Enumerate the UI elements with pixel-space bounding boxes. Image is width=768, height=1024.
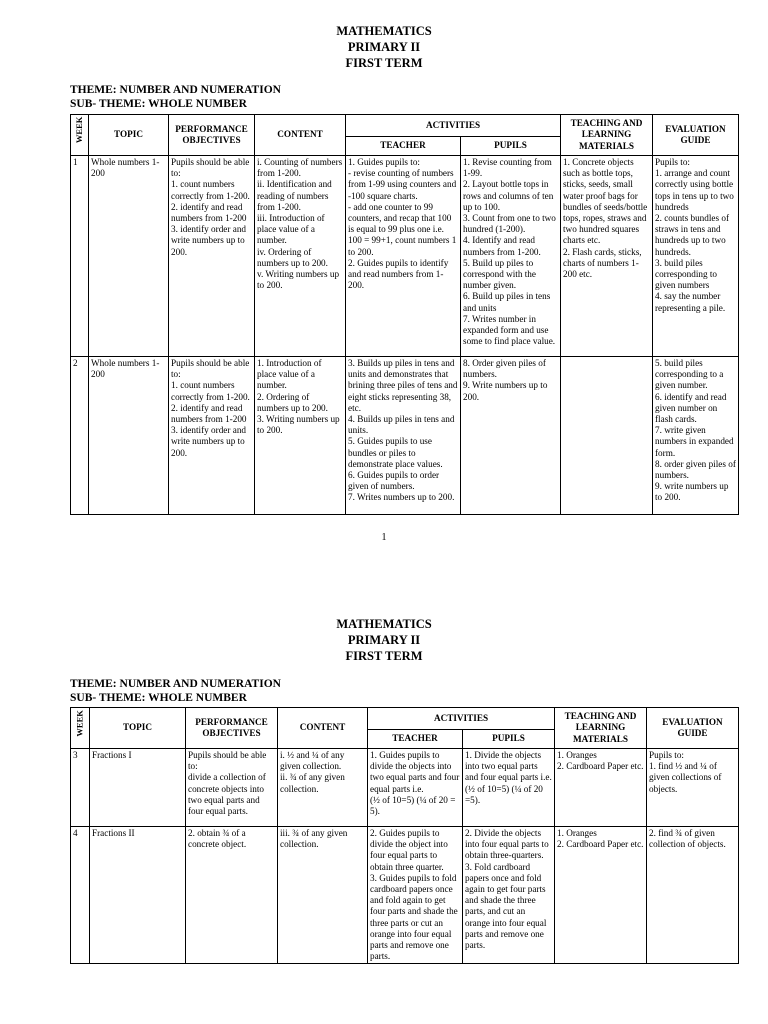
header-week: WEEK <box>71 708 90 749</box>
header-objectives: PERFORMANCE OBJECTIVES <box>169 115 255 156</box>
week-cell: 3 <box>71 749 90 827</box>
teacher-cell: 3. Builds up piles in tens and units and demonstrates that brining three piles of tens and eight sticks representing 38, etc. 4. Builds up piles in tens and units. 5. Guides pupils to use bundles or piles to demonstrate place values. 6. Guides pupils to order given of numbers. 7. Writes numbers up to 200. <box>346 357 461 515</box>
week-cell: 1 <box>71 156 89 357</box>
objectives-cell: Pupils should be able to: divide a collection of concrete objects into two equal parts and four equal parts. <box>186 749 278 827</box>
page-title <box>0 616 768 664</box>
header-activities: ACTIVITIES <box>346 115 561 137</box>
content-cell: i. ½ and ¼ of any given collection. ii. ¾ of any given collection. <box>278 749 368 827</box>
pupils-cell: 1. Divide the objects into two equal parts and four equal parts i.e. (½ of 10=5) (¼ of 20 =5). <box>463 749 555 827</box>
theme-heading: THEME: NUMBER AND NUMERATION <box>70 678 281 690</box>
title-line: PRIMARY II <box>347 633 421 647</box>
content-cell: iii. ¾ of any given collection. <box>278 827 368 964</box>
header-teacher: TEACHER <box>346 137 461 156</box>
title-line: MATHEMATICS <box>336 617 432 631</box>
table-row <box>71 357 739 515</box>
week-cell: 4 <box>71 827 90 964</box>
header-pupils: PUPILS <box>461 137 561 156</box>
teacher-cell: 1. Guides pupils to divide the objects into two equal parts and four equal parts i.e. (½ of 10=5) (¼ of 20 = 5). <box>368 749 463 827</box>
materials-cell: 1. Oranges 2. Cardboard Paper etc. <box>555 827 647 964</box>
scheme-table <box>70 114 739 515</box>
materials-cell <box>561 357 653 515</box>
topic-cell: Whole numbers 1-200 <box>89 156 169 357</box>
header-teacher: TEACHER <box>368 730 463 749</box>
title-line: MATHEMATICS <box>336 24 432 38</box>
header-activities: ACTIVITIES <box>368 708 555 730</box>
header-materials: TEACHING AND LEARNING MATERIALS <box>555 708 647 749</box>
materials-cell: 1. Oranges 2. Cardboard Paper etc. <box>555 749 647 827</box>
objectives-cell: 2. obtain ¾ of a concrete object. <box>186 827 278 964</box>
table-row <box>71 156 739 357</box>
header-evaluation: EVALUATION GUIDE <box>647 708 739 749</box>
teacher-cell: 1. Guides pupils to: - revise counting of numbers from 1-99 using counters and -100 square charts. - add one counter to 99 counters, and recap that 100 is equal to 99 plus one i.e. 100 = 99+1, count numbers 1 to 200. 2. Guides pupils to identify and read numbers from 1-200. <box>346 156 461 357</box>
header-topic: TOPIC <box>90 708 186 749</box>
topic-cell: Fractions II <box>90 827 186 964</box>
evaluation-cell: Pupils to: 1. find ½ and ¼ of given collections of objects. <box>647 749 739 827</box>
header-materials: TEACHING AND LEARNING MATERIALS <box>561 115 653 156</box>
title-line: FIRST TERM <box>345 649 423 663</box>
week-cell: 2 <box>71 357 89 515</box>
topic-cell: Fractions I <box>90 749 186 827</box>
evaluation-cell: Pupils to: 1. arrange and count correctly using bottle tops in tens up to two hundreds 2. counts bundles of straws in tens and hundreds up to two hundreds. 3. build piles corresponding to given numbers 4. say the number representing a pile. <box>653 156 739 357</box>
header-evaluation: EVALUATION GUIDE <box>653 115 739 156</box>
header-topic: TOPIC <box>89 115 169 156</box>
content-cell: i. Counting of numbers from 1-200. ii. Identification and reading of numbers from 1-200. iii. Introduction of place value of a number. iv. Ordering of numbers up to 200. v. Writing numbers up to 200. <box>255 156 346 357</box>
evaluation-cell: 5. build piles corresponding to a given number. 6. identify and read given number on flash cards. 7. write given numbers in expanded form. 8. order given piles of numbers. 9. write numbers up to 200. <box>653 357 739 515</box>
header-week: WEEK <box>71 115 89 156</box>
teacher-cell: 2. Guides pupils to divide the object into four equal parts to obtain three quarter. 3. Guides pupils to fold cardboard papers once and fold again to get four parts and shade the three parts or cut an orange into four equal parts and remove one parts. <box>368 827 463 964</box>
content-cell: 1. Introduction of place value of a number. 2. Ordering of numbers up to 200. 3. Writing numbers up to 200. <box>255 357 346 515</box>
title-line: PRIMARY II <box>347 40 421 54</box>
header-content: CONTENT <box>278 708 368 749</box>
scheme-table <box>70 707 739 964</box>
topic-cell: Whole numbers 1-200 <box>89 357 169 515</box>
page-number: 1 <box>381 532 387 543</box>
objectives-cell: Pupils should be able to: 1. count numbers correctly from 1-200. 2. identify and read numbers from 1-200 3. identify order and write numbers up to 200. <box>169 357 255 515</box>
header-content: CONTENT <box>255 115 346 156</box>
materials-cell: 1. Concrete objects such as bottle tops, sticks, seeds, small water proof bags for bundles of seeds/bottle tops, ropes, straws and two hundred squares charts etc. 2. Flash cards, sticks, charts of numbers 1-200 etc. <box>561 156 653 357</box>
subtheme-heading: SUB- THEME: WHOLE NUMBER <box>70 98 247 110</box>
header-pupils: PUPILS <box>463 730 555 749</box>
table-row <box>71 749 739 827</box>
pupils-cell: 1. Revise counting from 1-99. 2. Layout bottle tops in rows and columns of ten up to 100. 3. Count from one to two hundred (1-200). 4. Identify and read numbers from 1-200. 5. Build up piles to correspond with the number given. 6. Build up piles in tens and units 7. Writes number in expanded form and use some to find place value. <box>461 156 561 357</box>
evaluation-cell: 2. find ¾ of given collection of objects. <box>647 827 739 964</box>
title-line: FIRST TERM <box>345 56 423 70</box>
table-row <box>71 827 739 964</box>
pupils-cell: 8. Order given piles of numbers. 9. Write numbers up to 200. <box>461 357 561 515</box>
theme-heading: THEME: NUMBER AND NUMERATION <box>70 84 281 96</box>
objectives-cell: Pupils should be able to: 1. count numbers correctly from 1-200. 2. identify and read numbers from 1-200 3. identify order and write numbers up to 200. <box>169 156 255 357</box>
pupils-cell: 2. Divide the objects into four equal parts to obtain three-quarters. 3. Fold cardboard papers once and fold again to get four parts and shade the three parts, and cut an orange into four equal parts and remove one parts. <box>463 827 555 964</box>
subtheme-heading: SUB- THEME: WHOLE NUMBER <box>70 692 247 704</box>
header-objectives: PERFORMANCE OBJECTIVES <box>186 708 278 749</box>
page-title <box>0 23 768 71</box>
